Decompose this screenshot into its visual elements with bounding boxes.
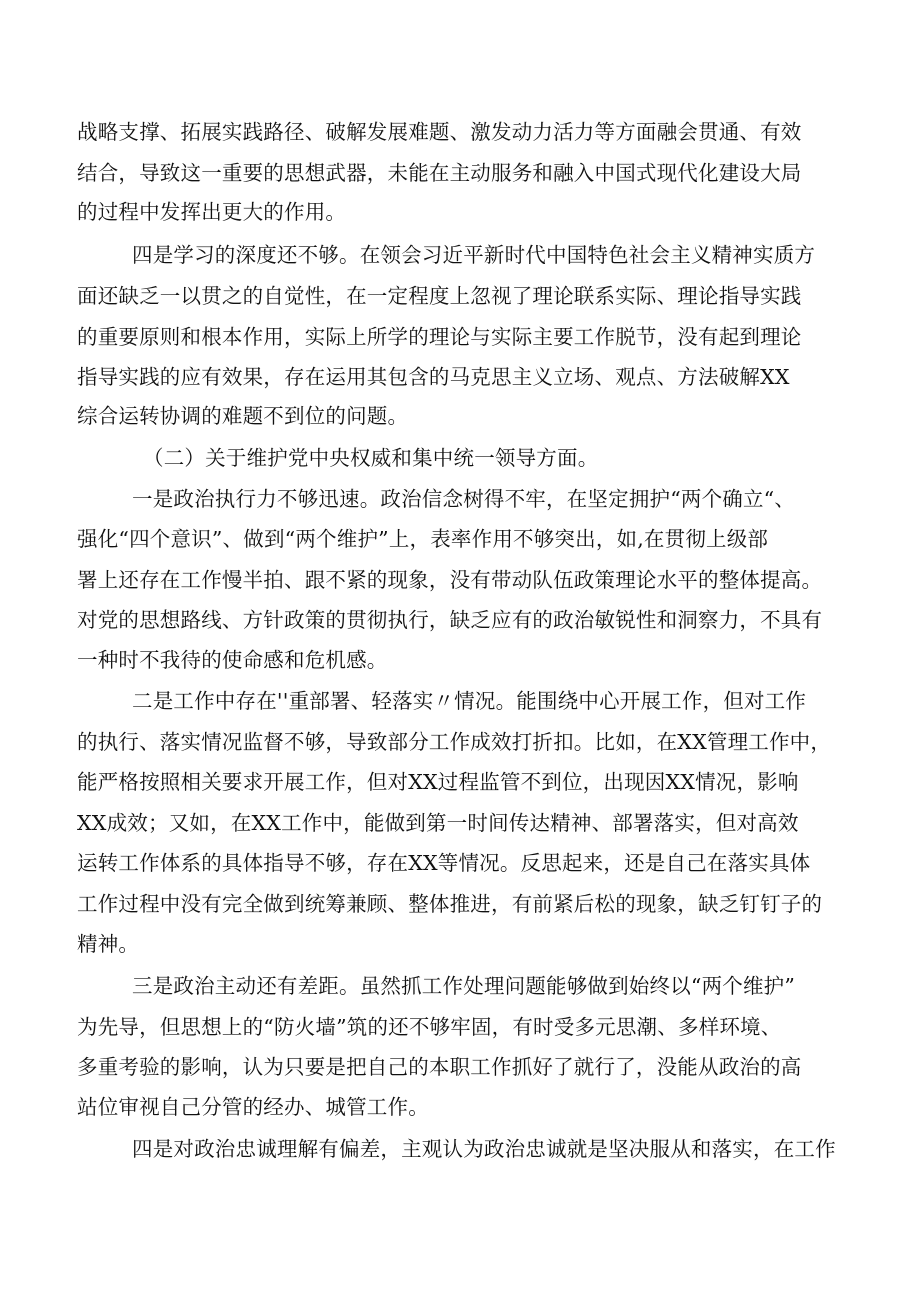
text-line: 对党的思想路线、方针政策的贯彻执行，缺乏应有的政治敏锐性和洞察力，不具有 <box>77 608 823 632</box>
text-line: 一是政治执行力不够迅速。政治信念树得不牢，在坚定拥护“两个确立“、 <box>132 487 796 511</box>
text-line: 四是对政治忠诚理解有偏差，主观认为政治忠诚就是坚决服从和落实，在工作 <box>132 1137 836 1161</box>
text-line: 工作过程中没有完全做到统筹兼顾、整体推进，有前紧后松的现象，缺乏钉钉子的 <box>77 892 823 916</box>
text-line: 运转工作体系的具体指导不够，存在XX等情况。反思起来，还是自己在落实具体 <box>77 851 811 875</box>
text-line: 二是工作中存在''重部署、轻落实〃情况。能围绕中心开展工作，但对工作 <box>132 689 807 713</box>
text-line: 能严格按照相关要求开展工作，但对XX过程监管不到位，出现因XX情况，影响 <box>77 770 799 794</box>
text-line: 面还缺乏一以贯之的自觉性，在一定程度上忽视了理论联系实际、理论指导实践 <box>77 284 802 308</box>
text-line: 指导实践的应有效果，存在运用其包含的马克思主义立场、观点、方法破解XX <box>77 365 790 389</box>
text-line: 多重考验的影响，认为只要是把自己的本职工作抓好了就行了，没能从政治的高 <box>77 1055 802 1079</box>
text-line: 结合，导致这一重要的思想武器，未能在主动服务和融入中国式现代化建设大局 <box>77 161 802 185</box>
text-line: 一种时不我待的使命感和危机感。 <box>77 648 388 672</box>
text-line: 综合运转协调的难题不到位的问题。 <box>77 404 409 428</box>
text-line: 战略支撑、拓展实践路径、破解发展难题、激发动力活力等方面融会贯通、有效 <box>77 120 802 144</box>
section-heading: （二）关于维护党中央权威和集中统一领导方面。 <box>143 446 599 470</box>
text-line: 的过程中发挥出更大的作用。 <box>77 200 347 224</box>
text-line: 署上还存在工作慢半拍、跟不紧的现象，没有带动队伍政策理论水平的整体提高。 <box>77 568 823 592</box>
text-line: 的重要原则和根本作用，实际上所学的理论与实际主要工作脱节，没有起到理论 <box>77 325 802 349</box>
text-line: 站位审视自己分管的经办、城管工作。 <box>77 1095 429 1119</box>
text-line: XX成效；又如，在XX工作中，能做到第一时间传达精神、部署落实，但对高效 <box>77 811 799 835</box>
text-line: 为先导，但思想上的“防火墙”筑的还不够牢固，有时受多元思潮、多样环境、 <box>77 1015 782 1039</box>
text-line: 强化“四个意识”、做到“两个维护”上，表率作用不够突出，如,在贯彻上级部 <box>77 527 769 551</box>
text-line: 四是学习的深度还不够。在领会习近平新时代中国特色社会主义精神实质方 <box>132 243 816 267</box>
text-line: 的执行、落实情况监督不够，导致部分工作成效打折扣。比如，在XX管理工作中， <box>77 730 832 754</box>
text-line: 三是政治主动还有差距。虽然抓工作处理问题能够做到始终以“两个维护” <box>132 974 796 998</box>
text-line: 精神。 <box>77 932 140 956</box>
